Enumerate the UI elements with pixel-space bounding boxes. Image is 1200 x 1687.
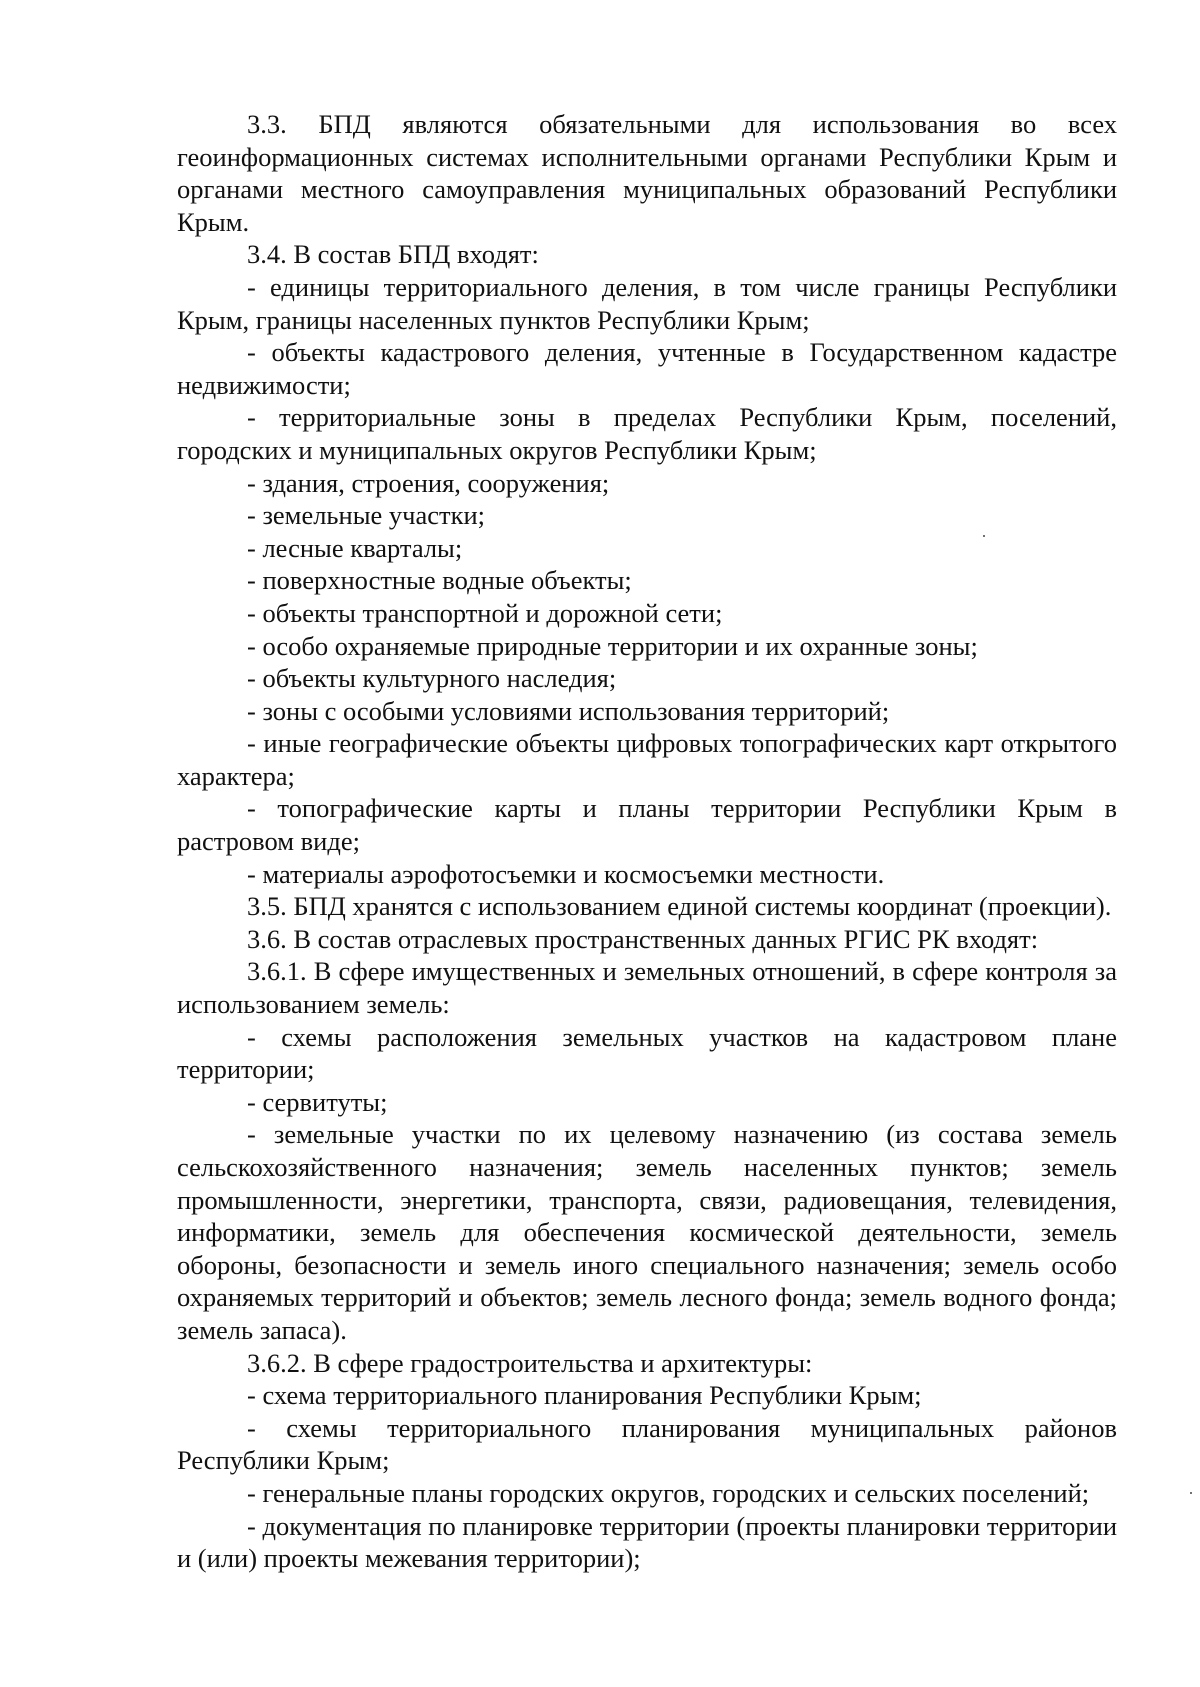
paragraph-3-6-1: 3.6.1. В сфере имущественных и земельных отношений, в сфере контроля за использованием земель: [177, 956, 1117, 1020]
scan-speck [1190, 1492, 1192, 1494]
list-item: - лесные кварталы; [247, 532, 463, 563]
list-item: - генеральные планы городских округов, городских и сельских поселений; [247, 1477, 1090, 1508]
list-item: - схема территориального планирования Республики Крым; [247, 1380, 922, 1411]
scan-speck [983, 535, 985, 537]
paragraph-3-4: 3.4. В состав БПД входят: [247, 239, 539, 270]
list-item: - топографические карты и планы территории Республики Крым в растровом виде; [177, 793, 1117, 857]
list-item: - здания, строения, сооружения; [247, 467, 610, 498]
list-item: - зоны с особыми условиями использования территорий; [247, 695, 890, 726]
list-item: - земельные участки; [247, 500, 485, 531]
list-item: - схемы территориального планирования муниципальных районов Республики Крым; [177, 1412, 1117, 1476]
list-item: - материалы аэрофотосъемки и космосъемки местности. [247, 858, 885, 889]
list-item: - иные географические объекты цифровых топографических карт открытого характера; [177, 728, 1117, 791]
list-item: - объекты культурного наследия; [247, 663, 617, 694]
list-item: - поверхностные водные объекты; [247, 565, 632, 596]
list-item: - документация по планировке территории (проекты планировки территории и (или) проекты межевания территории); [177, 1510, 1117, 1574]
document-body [177, 108, 1117, 1575]
list-item: - объекты транспортной и дорожной сети; [247, 597, 723, 628]
list-item: - объекты кадастрового деления, учтенные в Государственном кадастре недвижимости; [177, 337, 1117, 400]
list-item: - единицы территориального деления, в том числе границы Республики Крым, границы населенных пунктов Республики Крым; [177, 271, 1117, 335]
paragraph-3-6: 3.6. В состав отраслевых пространственных данных РГИС РК входят: [247, 923, 1039, 954]
list-item: - земельные участки по их целевому назначению (из состава земель сельскохозяйственного назначения; земель населенных пунктов; земель промышленности, энергетики, транспорта, связи, радиовещания, телевидения, информатики, земель для обеспечения космической деятельности, земель обороны, безопасности и земель иного специального назначения; земель особо охраняемых территорий и объектов; земель лесного фонда; земель водного фонда; земель запаса). [177, 1119, 1117, 1345]
paragraph-3-3: 3.3. БПД являются обязательными для использования во всех геоинформационных системах исполнительными органами Республики Крым и органами местного самоуправления муниципальных образований Республики Крым. [177, 109, 1117, 237]
list-item: - территориальные зоны в пределах Республики Крым, поселений, городских и муниципальных округов Республики Крым; [177, 402, 1117, 465]
paragraph-3-5: 3.5. БПД хранятся с использованием единой системы координат (проекции). [247, 891, 1112, 922]
paragraph-3-6-2: 3.6.2. В сфере градостроительства и архитектуры: [247, 1347, 813, 1378]
list-item: - сервитуты; [247, 1086, 388, 1117]
list-item: - особо охраняемые природные территории и их охранные зоны; [247, 630, 978, 661]
list-item: - схемы расположения земельных участков на кадастровом плане территории; [177, 1021, 1117, 1085]
